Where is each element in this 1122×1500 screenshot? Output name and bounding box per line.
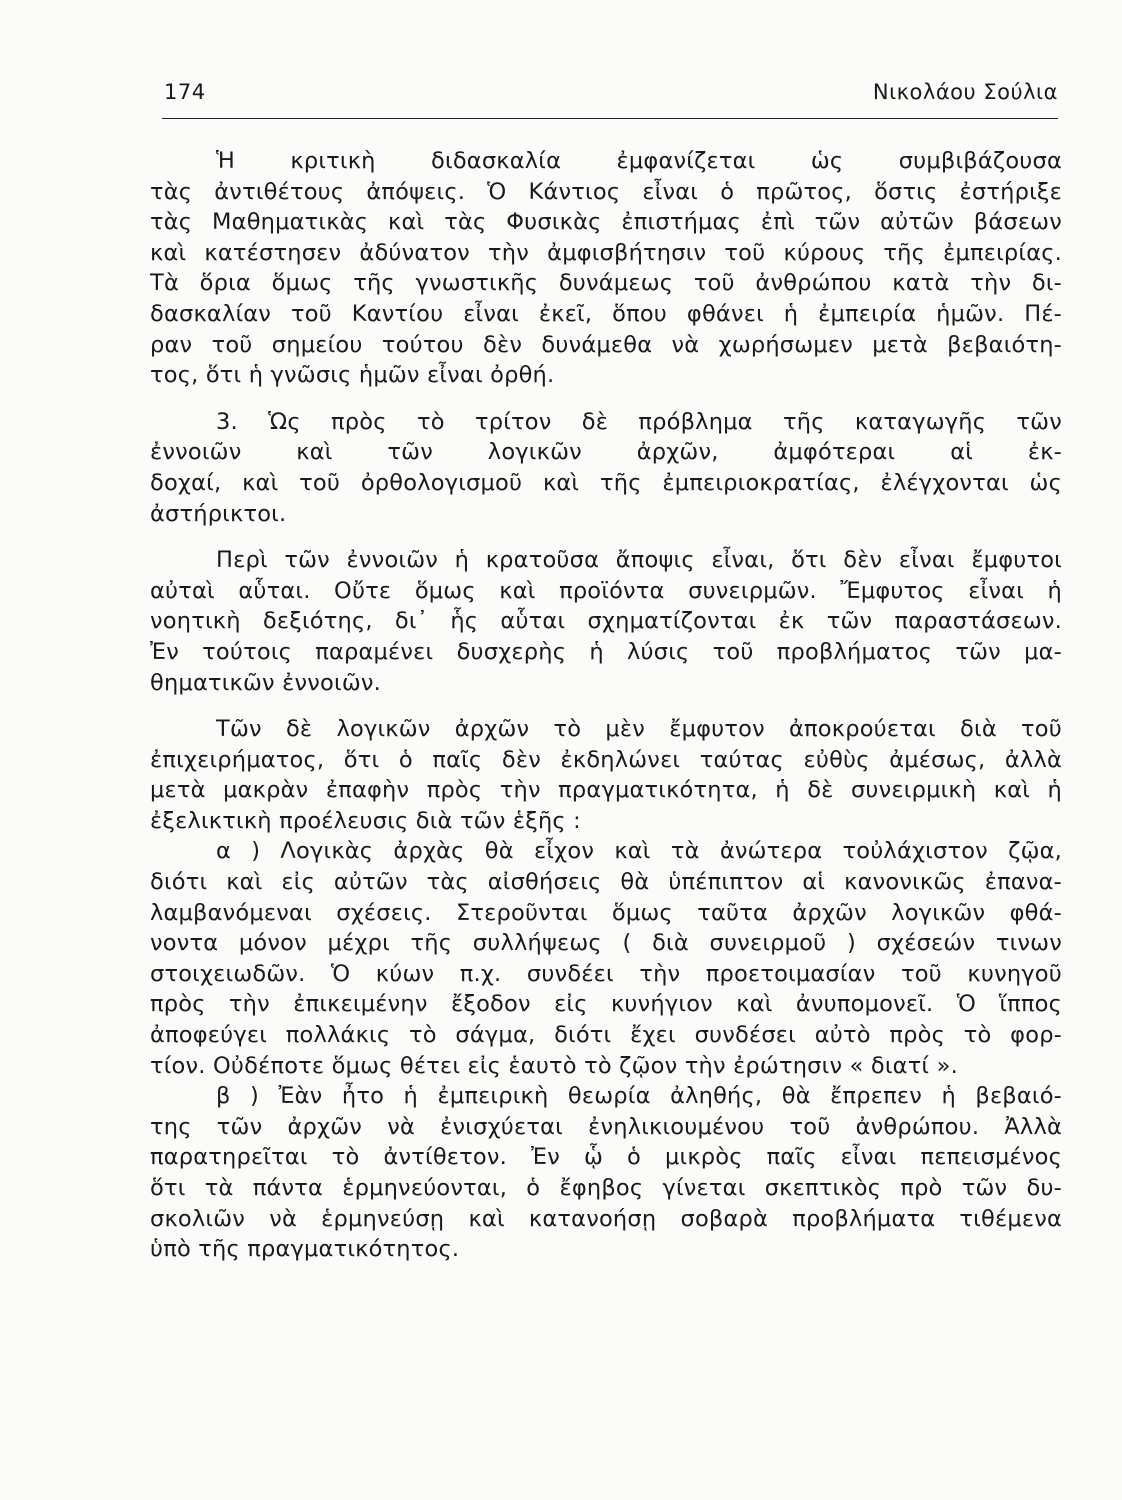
text-line: Τὰ ὅρια ὅμως τῆς γνωστικῆς δυνάμεως τοῦ ἀνθρώπου κατὰ τὴν δι- (150, 270, 1062, 297)
text-line: νοητικὴ δεξιότης, δι᾿ ἧς αὗται σχηματίζονται ἐκ τῶν παραστάσεων. (150, 608, 1062, 635)
text-line: μετὰ μακρὰν ἐπαφὴν πρὸς τὴν πραγματικότητα, ἡ δὲ συνειρμικὴ καὶ ἡ (150, 777, 1062, 804)
text-line: Τῶν δὲ λογικῶν ἀρχῶν τὸ μὲν ἔμφυτον ἀποκρούεται διὰ τοῦ (216, 716, 1062, 743)
paragraph (150, 714, 1062, 836)
text-line: θηματικῶν ἐννοιῶν. (150, 669, 381, 696)
text-line: τὰς Μαθηματικὰς καὶ τὰς Φυσικὰς ἐπιστήμας ἐπὶ τῶν αὐτῶν βάσεων (150, 209, 1062, 236)
text-line: σκολιῶν νὰ ἑρμηνεύσῃ καὶ κατανοήσῃ σοβαρὰ προβλήματα τιθέμενα (150, 1205, 1062, 1232)
text-line: Ἐν τούτοις παραμένει δυσχερὴς ἡ λύσις τοῦ προβλήματος τῶν μα- (150, 638, 1062, 665)
paragraph (150, 146, 1062, 391)
text-line: διότι καὶ εἰς αὐτῶν τὰς αἰσθήσεις θὰ ὑπέπιπτον αἱ κανονικῶς ἐπανα- (150, 869, 1062, 896)
text-line: της τῶν ἀρχῶν νὰ ἐνισχύεται ἐνηλικιουμένου τοῦ ἀνθρώπου. Ἀλλὰ (150, 1113, 1062, 1140)
text-line: τίον. Οὐδέποτε ὅμως θέτει εἰς ἑαυτὸ τὸ ζῷον τὴν ἐρώτησιν « διατί ». (150, 1052, 958, 1079)
paragraph (150, 407, 1062, 529)
paragraph (150, 836, 1062, 1081)
running-head (162, 78, 1058, 119)
text-line: 3. Ὡς πρὸς τὸ τρίτον δὲ πρόβλημα τῆς καταγωγῆς τῶν (216, 408, 1062, 435)
text-line: α ) Λογικὰς ἀρχὰς θὰ εἶχον καὶ τὰ ἀνώτερα τοὐλάχιστον ζῷα, (216, 838, 1062, 865)
text-line: δοχαί, καὶ τοῦ ὀρθολογισμοῦ καὶ τῆς ἐμπειριοκρατίας, ἐλέγχονται ὡς (150, 469, 1062, 496)
text-line: καὶ κατέστησεν ἀδύνατον τὴν ἀμφισβήτησιν τοῦ κύρους τῆς ἐμπειρίας. (150, 239, 1062, 266)
body-text (150, 146, 1062, 1265)
text-line: ἀστήρικτοι. (150, 500, 287, 527)
text-line: Περὶ τῶν ἐννοιῶν ἡ κρατοῦσα ἄποψις εἶναι, ὅτι δὲν εἶναι ἔμφυτοι (216, 547, 1062, 574)
running-title: Νικολάου Σούλια (872, 80, 1058, 104)
paragraph (150, 1081, 1062, 1265)
text-line: ἐννοιῶν καὶ τῶν λογικῶν ἀρχῶν, ἀμφότεραι αἱ ἐκ- (150, 439, 1062, 466)
text-line: λαμβανόμεναι σχέσεις. Στεροῦνται ὅμως ταῦτα ἀρχῶν λογικῶν φθά- (150, 899, 1062, 926)
text-line: πρὸς τὴν ἐπικειμένην ἔξοδον εἰς κυνήγιον καὶ ἀνυπομονεῖ. Ὁ ἵππος (150, 991, 1062, 1018)
text-line: ἐξελικτικὴ προέλευσις διὰ τῶν ἑξῆς : (150, 807, 581, 834)
text-line: αὐταὶ αὗται. Οὔτε ὅμως καὶ προϊόντα συνειρμῶν. Ἔμφυτος εἶναι ἡ (150, 577, 1062, 604)
text-line: ἀποφεύγει πολλάκις τὸ σάγμα, διότι ἔχει συνδέσει αὐτὸ πρὸς τὸ φορ- (150, 1022, 1062, 1049)
text-line: ραν τοῦ σημείου τούτου δὲν δυνάμεθα νὰ χωρήσωμεν μετὰ βεβαιότη- (150, 331, 1062, 358)
text-line: β ) Ἐὰν ἦτο ἡ ἐμπειρικὴ θεωρία ἀληθής, θὰ ἔπρεπεν ἡ βεβαιό- (216, 1083, 1062, 1110)
page-number: 174 (164, 80, 206, 104)
text-line: στοιχειωδῶν. Ὁ κύων π.χ. συνδέει τὴν προετοιμασίαν τοῦ κυνηγοῦ (150, 960, 1062, 987)
text-line: τος, ὅτι ἡ γνῶσις ἡμῶν εἶναι ὀρθή. (150, 362, 555, 389)
text-line: ὑπὸ τῆς πραγματικότητος. (150, 1236, 460, 1263)
text-line: τὰς ἀντιθέτους ἀπόψεις. Ὁ Κάντιος εἶναι ὁ πρῶτος, ὅστις ἐστήριξε (150, 178, 1062, 205)
paragraph (150, 545, 1062, 698)
text-line: Ἡ κριτικὴ διδασκαλία ἐμφανίζεται ὡς συμβιβάζουσα (216, 148, 1062, 174)
text-line: ἐπιχειρήματος, ὅτι ὁ παῖς δὲν ἐκδηλώνει ταύτας εὐθὺς ἀμέσως, ἀλλὰ (150, 746, 1062, 773)
text-line: δασκαλίαν τοῦ Καντίου εἶναι ἐκεῖ, ὅπου φθάνει ἡ ἐμπειρία ἡμῶν. Πέ- (150, 300, 1062, 327)
text-line: παρατηρεῖται τὸ ἀντίθετον. Ἐν ᾧ ὁ μικρὸς παῖς εἶναι πεπεισμένος (150, 1144, 1062, 1171)
text-line: νοντα μόνον μέχρι τῆς συλλήψεως ( διὰ συνειρμοῦ ) σχέσεών τινων (150, 930, 1062, 957)
text-line: ὅτι τὰ πάντα ἑρμηνεύονται, ὁ ἔφηβος γίνεται σκεπτικὸς πρὸ τῶν δυ- (150, 1175, 1062, 1201)
